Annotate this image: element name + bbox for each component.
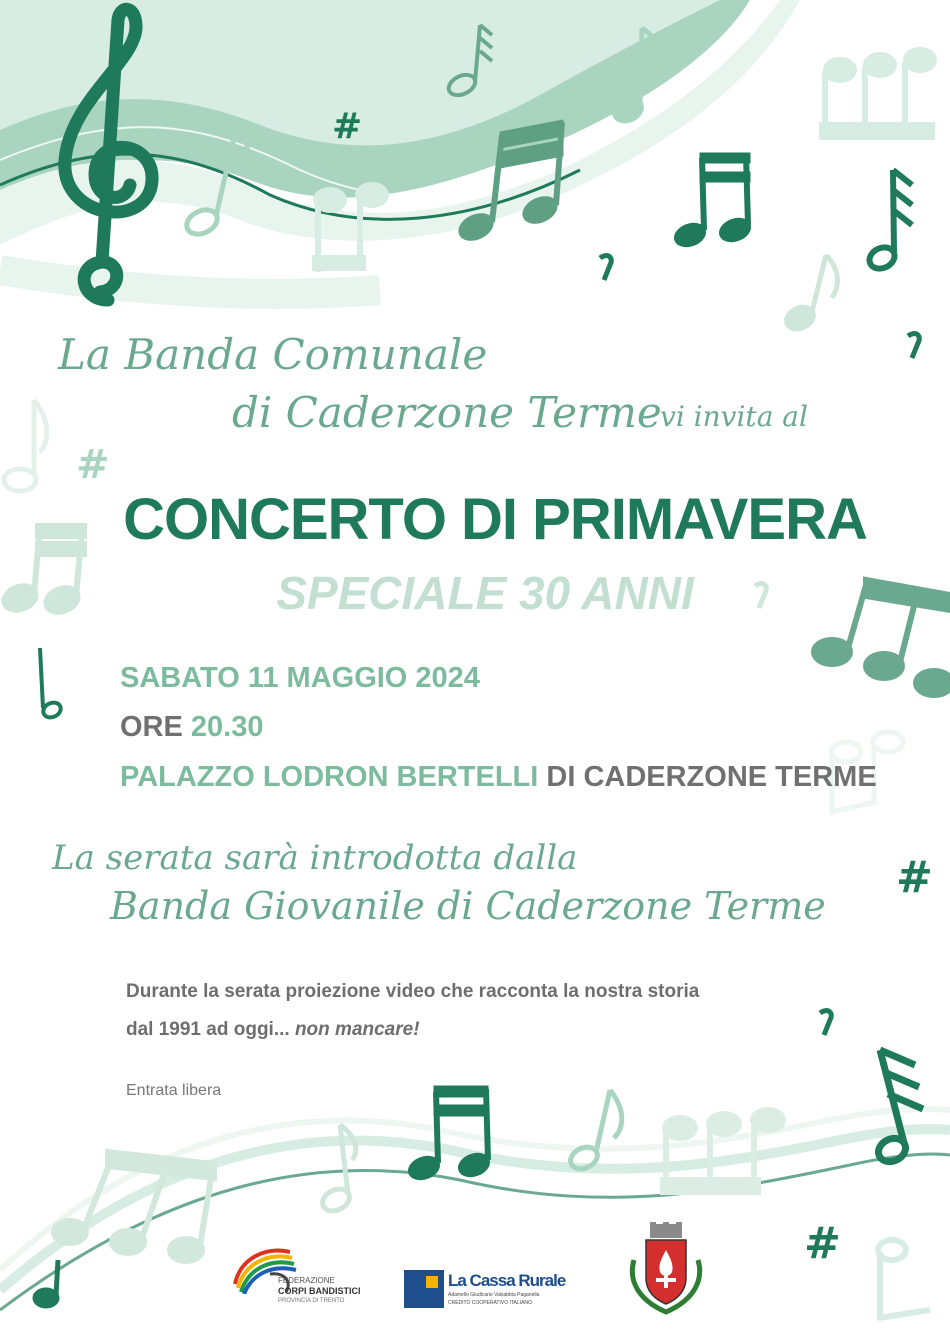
- entry-info: Entrata libera: [126, 1082, 222, 1099]
- rest-icon: [820, 1011, 831, 1035]
- eighth-note-icon: [567, 1090, 622, 1173]
- band-name-line2: di Caderzone Terme: [232, 388, 662, 437]
- bank-tagline: Adamello Giudicarie Valsabbia Paganella: [448, 1292, 540, 1298]
- description-start: dal 1991 ad oggi...: [126, 1019, 290, 1040]
- eighth-note-icon: [783, 255, 837, 333]
- beamed-notes-icon: [315, 185, 386, 272]
- band-name-line1: La Banda Comunale: [58, 330, 488, 379]
- sharp-icon: #: [896, 852, 933, 903]
- federation-line2: CORPI BANDISTICI: [278, 1286, 361, 1296]
- invite-text: vi invita al: [660, 400, 808, 433]
- event-venue: [120, 761, 877, 794]
- beamed-notes-icon: [878, 1240, 930, 1320]
- venue-town: DI CADERZONE TERME: [546, 761, 877, 793]
- bank-square-icon: [404, 1270, 444, 1308]
- rest-icon: [908, 334, 919, 358]
- concert-subtitle: SPECIALE 30 ANNI: [276, 567, 694, 619]
- sharp-icon: #: [76, 442, 110, 488]
- concert-title: CONCERTO DI PRIMAVERA: [123, 487, 867, 552]
- eighth-note-icon: [4, 400, 47, 491]
- beamed-notes-icon: [455, 120, 563, 245]
- coat-of-arms-icon: [628, 1220, 704, 1316]
- time-value: 20.30: [190, 711, 264, 743]
- eighth-note-icon: [183, 120, 247, 239]
- event-date: SABATO 11 MAGGIO 2024: [120, 662, 480, 694]
- description-emphasis: non mancare!: [294, 1019, 420, 1040]
- rest-icon: [600, 256, 611, 280]
- eighth-note-icon: [40, 648, 63, 720]
- event-time: [120, 711, 263, 744]
- venue-name: PALAZZO LODRON BERTELLI: [120, 761, 539, 793]
- eighth-note-icon: [866, 170, 912, 273]
- beamed-notes-icon: [671, 153, 754, 251]
- sharp-icon: #: [804, 1218, 841, 1269]
- description-line2: [126, 1019, 420, 1041]
- eighth-note-icon: [446, 25, 492, 99]
- beamed-notes-icon: [822, 50, 934, 140]
- time-label: ORE: [120, 711, 183, 743]
- federation-logo: [230, 1244, 360, 1314]
- intro-line1: La serata sarà introdotta dalla: [52, 838, 578, 878]
- description-line1: Durante la serata proiezione video che racconta la nostra storia: [126, 981, 700, 1002]
- federation-line3: PROVINCIA DI TRENTO: [278, 1298, 345, 1304]
- sharp-icon: #: [332, 106, 363, 147]
- federation-line1: FEDERAZIONE: [278, 1276, 335, 1285]
- eighth-note-icon: [611, 28, 660, 125]
- bank-logo: [404, 1270, 566, 1312]
- intro-line2: Banda Giovanile di Caderzone Terme: [110, 884, 826, 928]
- bank-name: La Cassa Rurale: [448, 1271, 566, 1290]
- bank-tagline2: CREDITO COOPERATIVO ITALIANO: [448, 1300, 532, 1306]
